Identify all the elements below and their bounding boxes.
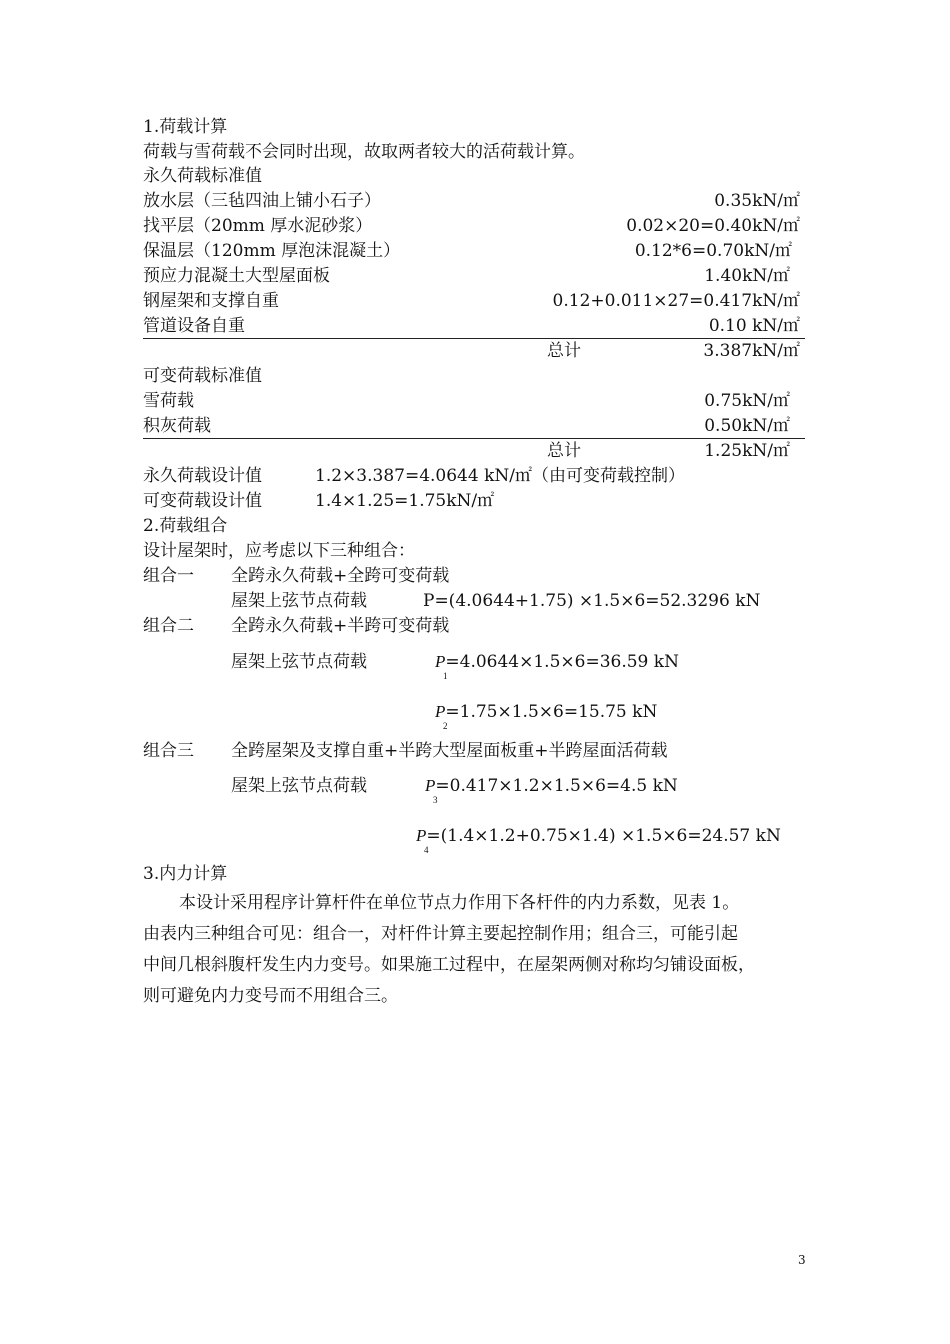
p2-equation (435, 702, 657, 722)
paragraph-line: 本设计采用程序计算杆件在单位节点力作用下各杆件的内力系数，见表 1。 (179, 893, 740, 913)
combo-desc: 全跨永久荷载+半跨可变荷载 (231, 616, 450, 636)
paragraph-line: 中间几根斜腹杆发生内力变号。如果施工过程中，在屋架两侧对称均匀铺设面板， (143, 955, 755, 975)
var-item-label: 积灰荷载 (143, 416, 211, 436)
perm-item-label: 保温层（120mm 厚泡沫混凝土） (143, 241, 401, 261)
combo-name: 组合二 (143, 616, 194, 636)
p4-subscript: 4 (424, 845, 429, 855)
p2-subscript: 2 (443, 721, 448, 731)
node-load-label: 屋架上弦节点荷载 (231, 591, 367, 611)
var-total-rule (143, 438, 805, 439)
p1-subscript: 1 (443, 671, 448, 681)
perm-item-label: 放水层（三毡四油上铺小石子） (143, 191, 381, 211)
permanent-load-title: 永久荷载标准值 (143, 166, 262, 186)
section-heading-load-calc: 1.荷载计算 (143, 117, 228, 137)
design-label: 永久荷载设计值 (143, 466, 262, 486)
combo-desc: 全跨屋架及支撑自重+半跨大型屋面板重+半跨屋面活荷载 (231, 741, 668, 761)
p4-equation (416, 826, 781, 846)
paragraph-line: 由表内三种组合可见：组合一，对杆件计算主要起控制作用；组合三，可能引起 (143, 924, 738, 944)
design-value: 1.2×3.387=4.0644 kN/㎡（由可变荷载控制） (315, 466, 685, 486)
node-load-label: 屋架上弦节点荷载 (231, 652, 367, 672)
p4-eq-text: =(1.4×1.2+0.75×1.4) ×1.5×6=24.57 kN (426, 826, 781, 846)
p3-subscript: 3 (433, 795, 438, 805)
p-symbol: P (416, 826, 427, 845)
combo-intro: 设计屋架时，应考虑以下三种组合： (143, 541, 415, 561)
p-symbol: P (435, 652, 446, 671)
perm-item-label: 管道设备自重 (143, 316, 245, 336)
combo-equation: P=(4.0644+1.75) ×1.5×6=52.3296 kN (423, 591, 761, 611)
perm-item-value: 1.40kN/㎡ (704, 266, 790, 286)
p3-equation (425, 776, 678, 796)
perm-item-value: 0.12*6=0.70kN/㎡ (634, 241, 792, 261)
paragraph-line: 则可避免内力变号而不用组合三。 (143, 986, 398, 1006)
perm-item-label: 找平层（20mm 厚水泥砂浆） (143, 216, 373, 236)
variable-load-title: 可变荷载标准值 (143, 366, 262, 386)
p-symbol: P (425, 776, 436, 795)
design-value: 1.4×1.25=1.75kN/㎡ (315, 491, 495, 511)
p-symbol: P (435, 702, 446, 721)
combo-name: 组合一 (143, 566, 194, 586)
var-total-label: 总计 (547, 441, 581, 461)
section-heading-internal-force: 3.内力计算 (143, 864, 228, 884)
internal-force-paragraph (143, 888, 808, 1012)
var-item-value: 0.50kN/㎡ (704, 416, 790, 436)
p1-equation (435, 652, 679, 672)
perm-total-label: 总计 (547, 341, 581, 361)
page-number: 3 (798, 1253, 806, 1267)
perm-total-value: 3.387kN/㎡ (703, 341, 800, 361)
combo-desc: 全跨永久荷载+全跨可变荷载 (231, 566, 450, 586)
perm-item-label: 预应力混凝土大型屋面板 (143, 266, 330, 286)
p3-eq-text: =0.417×1.2×1.5×6=4.5 kN (435, 776, 678, 796)
load-intro: 荷载与雪荷载不会同时出现，故取两者较大的活荷载计算。 (143, 142, 585, 162)
perm-item-value: 0.10 kN/㎡ (708, 316, 800, 336)
perm-total-rule (143, 338, 805, 339)
var-item-value: 0.75kN/㎡ (704, 391, 790, 411)
perm-item-value: 0.02×20=0.40kN/㎡ (626, 216, 800, 236)
p2-eq-text: =1.75×1.5×6=15.75 kN (445, 702, 658, 722)
node-load-label: 屋架上弦节点荷载 (231, 776, 367, 796)
perm-item-label: 钢屋架和支撑自重 (143, 291, 279, 311)
section-heading-load-combo: 2.荷载组合 (143, 516, 228, 536)
design-label: 可变荷载设计值 (143, 491, 262, 511)
var-item-label: 雪荷载 (143, 391, 194, 411)
perm-item-value: 0.12+0.011×27=0.417kN/㎡ (552, 291, 800, 311)
perm-item-value: 0.35kN/㎡ (714, 191, 800, 211)
p1-eq-text: =4.0644×1.5×6=36.59 kN (445, 652, 679, 672)
var-total-value: 1.25kN/㎡ (704, 441, 790, 461)
combo-name: 组合三 (143, 741, 194, 761)
